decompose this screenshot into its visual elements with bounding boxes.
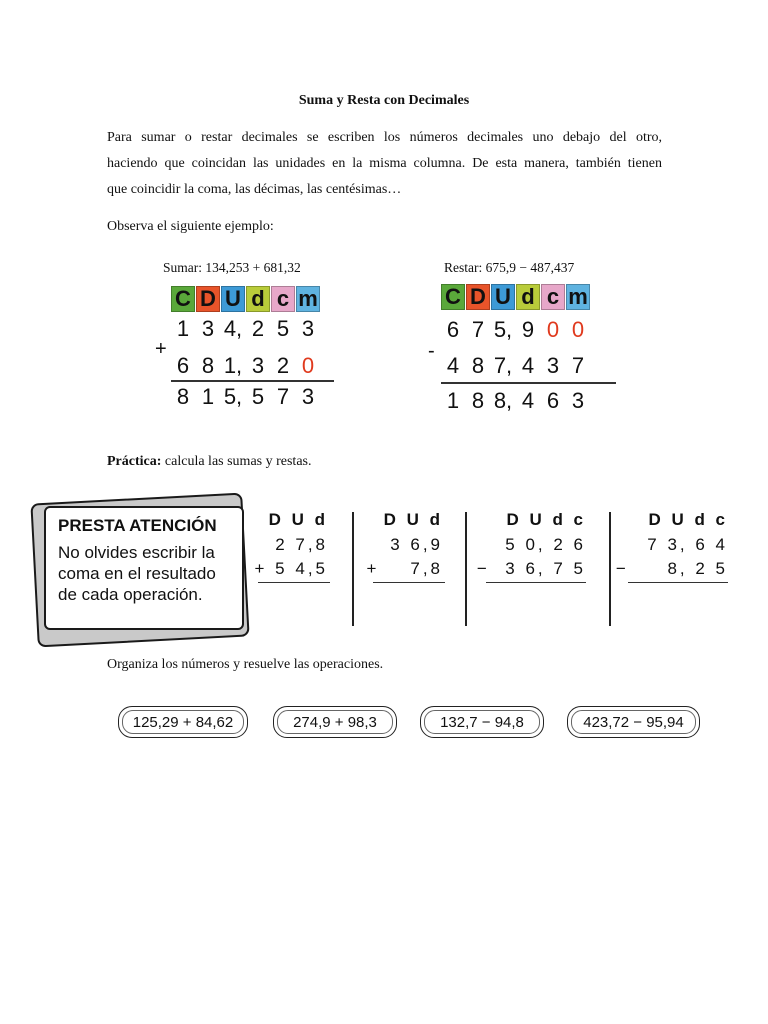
- sum-result-line: [171, 380, 334, 382]
- divider: [609, 512, 611, 626]
- place-cell-decimas: d: [516, 284, 540, 310]
- place-cell-unidades: U: [491, 284, 515, 310]
- card-line: coma en el resultado: [58, 564, 216, 583]
- digit: 1: [176, 316, 190, 341]
- place-header: D U d: [268, 510, 328, 529]
- sub-place-header: [441, 284, 591, 310]
- operation-text: 125,29 + 84,62: [132, 713, 234, 731]
- digit: 1,: [223, 353, 243, 378]
- place-header: D U d c: [648, 510, 728, 529]
- place-cell-centesimas: c: [541, 284, 565, 310]
- operation-text: 423,72 − 95,94: [583, 713, 684, 731]
- operation-pill: [420, 706, 544, 738]
- digit: 8: [176, 384, 190, 409]
- digit: 6: [446, 317, 460, 342]
- filler-zero: 0: [546, 317, 560, 342]
- result-line: [628, 582, 728, 583]
- practice-exercise: [476, 510, 586, 590]
- practice-text: calcula las sumas y restas.: [161, 454, 312, 469]
- digit: 8,: [493, 388, 513, 413]
- digit: 4,: [223, 316, 243, 341]
- practice-exercise: [615, 510, 728, 590]
- minus-operator: -: [428, 340, 435, 362]
- digit: 4: [521, 388, 535, 413]
- place-header: D U d c: [506, 510, 586, 529]
- divider: [465, 512, 467, 626]
- digit: 8: [471, 353, 485, 378]
- sub-example-label: Restar: 675,9 − 487,437: [444, 260, 575, 275]
- practice-instruction: [107, 454, 311, 470]
- result-line: [373, 582, 445, 583]
- operand-1: 2 7,8: [275, 535, 328, 554]
- divider: [352, 512, 354, 626]
- digit: 6: [176, 353, 190, 378]
- digit: 7: [571, 353, 585, 378]
- attention-card: [44, 506, 244, 630]
- place-cell-decenas: D: [466, 284, 490, 310]
- result-line: [258, 582, 330, 583]
- sum-place-header: [171, 286, 321, 312]
- page-title: Suma y Resta con Decimales: [298, 93, 470, 108]
- digit: 5: [276, 316, 290, 341]
- place-cell-unidades: U: [221, 286, 245, 312]
- digit: 1: [446, 388, 460, 413]
- result-line: [486, 582, 586, 583]
- operand-2: − 3 6, 7 5: [476, 559, 586, 578]
- operand-1: 3 6,9: [390, 535, 443, 554]
- digit: 3: [251, 353, 265, 378]
- digit: 7,: [493, 353, 513, 378]
- sum-example-label: Sumar: 134,253 + 681,32: [163, 260, 301, 275]
- place-cell-decenas: D: [196, 286, 220, 312]
- place-cell-milesimas: m: [566, 284, 590, 310]
- digit: 2: [251, 316, 265, 341]
- place-header: D U d: [383, 510, 443, 529]
- operation-text: 132,7 − 94,8: [440, 713, 524, 731]
- operation-text: 274,9 + 98,3: [293, 713, 377, 731]
- intro-line: que coincidir la coma, las décimas, las centésimas…: [107, 182, 402, 197]
- digit: 1: [201, 384, 215, 409]
- digit: 8: [201, 353, 215, 378]
- card-line: de cada operación.: [58, 585, 203, 604]
- sub-result-line: [441, 382, 616, 384]
- digit: 9: [521, 317, 535, 342]
- filler-zero: 0: [571, 317, 585, 342]
- digit: 3: [301, 384, 315, 409]
- operation-pill: [273, 706, 397, 738]
- operation-pill: [118, 706, 248, 738]
- practice-exercise: [254, 510, 328, 590]
- digit: 5: [251, 384, 265, 409]
- intro-paragraph: [107, 125, 662, 203]
- place-cell-decimas: d: [246, 286, 270, 312]
- operation-pill: [567, 706, 700, 738]
- practice-bold: Práctica:: [107, 454, 162, 469]
- filler-zero: 0: [301, 353, 315, 378]
- digit: 3: [301, 316, 315, 341]
- digit: 7: [276, 384, 290, 409]
- digit: 7: [471, 317, 485, 342]
- intro-line: Para sumar o restar decimales se escriben los números decimales uno debajo del otro,: [107, 130, 662, 145]
- digit: 2: [276, 353, 290, 378]
- card-line: No olvides escribir la: [58, 543, 215, 562]
- operand-2: + 7,8: [366, 559, 443, 578]
- place-cell-milesimas: m: [296, 286, 320, 312]
- digit: 6: [546, 388, 560, 413]
- digit: 5,: [223, 384, 243, 409]
- digit: 5,: [493, 317, 513, 342]
- place-cell-centesimas: c: [271, 286, 295, 312]
- intro-line: haciendo que coincidan las unidades en la misma columna. De esta manera, también tienen: [107, 156, 662, 171]
- operand-2: + 5 4,5: [254, 559, 328, 578]
- practice-exercise: [366, 510, 443, 590]
- digit: 4: [521, 353, 535, 378]
- operand-1: 7 3, 6 4: [647, 535, 728, 554]
- organize-instruction: Organiza los números y resuelve las operaciones.: [107, 657, 384, 672]
- digit: 3: [571, 388, 585, 413]
- plus-operator: +: [155, 338, 167, 360]
- example-intro: Observa el siguiente ejemplo:: [107, 219, 274, 234]
- card-body: [58, 542, 230, 605]
- place-cell-centenas: C: [441, 284, 465, 310]
- operand-2: − 8, 2 5: [615, 559, 728, 578]
- place-cell-centenas: C: [171, 286, 195, 312]
- digit: 3: [201, 316, 215, 341]
- operand-1: 5 0, 2 6: [505, 535, 586, 554]
- digit: 8: [471, 388, 485, 413]
- digit: 3: [546, 353, 560, 378]
- card-heading: PRESTA ATENCIÓN: [58, 516, 217, 535]
- digit: 4: [446, 353, 460, 378]
